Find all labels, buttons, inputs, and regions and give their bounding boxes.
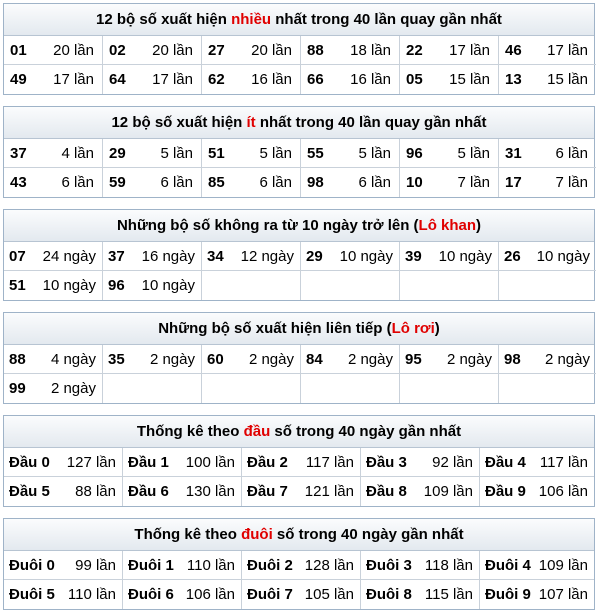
occurrence-count: 109 lần <box>423 483 473 500</box>
occurrence-count: 5 lần <box>358 144 391 162</box>
occurrence-count: 6 lần <box>160 174 193 191</box>
occurrence-count: 117 lần <box>539 453 588 471</box>
grid-cell <box>4 65 103 94</box>
occurrence-count: 105 lần <box>304 586 354 603</box>
lottery-number: 64 <box>109 71 126 88</box>
grid-cell <box>202 139 301 168</box>
title-text: Những bộ số xuất hiện liên tiếp ( <box>158 320 392 337</box>
lottery-number: 26 <box>504 247 521 265</box>
grid-cell <box>4 168 103 197</box>
grid-cell <box>103 271 202 300</box>
lottery-number: 31 <box>505 144 522 162</box>
lottery-number: 88 <box>307 41 324 59</box>
title-highlight: nhiều <box>231 11 272 28</box>
lottery-number: 59 <box>109 174 126 191</box>
tail-label: Đuôi 2 <box>247 556 293 574</box>
grid-cell <box>103 65 202 94</box>
grid-cell <box>301 345 400 374</box>
lottery-number: 10 <box>406 174 423 191</box>
days-count: 10 ngày <box>536 247 590 265</box>
lottery-number: 66 <box>307 71 324 88</box>
occurrence-count: 17 lần <box>152 71 193 88</box>
panel-title <box>4 4 594 36</box>
grid-cell <box>400 168 499 197</box>
empty-cell <box>202 271 301 300</box>
grid-cell <box>103 242 202 271</box>
grid-cell <box>202 242 301 271</box>
grid-cell <box>4 477 123 506</box>
lottery-number: 51 <box>208 144 225 162</box>
stats-grid <box>4 551 594 609</box>
tail-label: Đuôi 4 <box>485 556 531 574</box>
lottery-number: 02 <box>109 41 126 59</box>
head-label: Đầu 6 <box>128 483 169 500</box>
title-highlight: Lô rơi <box>391 320 435 337</box>
empty-cell <box>103 374 202 403</box>
occurrence-count: 18 lần <box>350 41 391 59</box>
tail-label: Đuôi 5 <box>9 586 55 603</box>
grid-cell <box>301 139 400 168</box>
lottery-number: 84 <box>306 350 323 368</box>
title-text: Những bộ số không ra từ 10 ngày trở lên ( <box>116 217 419 234</box>
lottery-number: 29 <box>306 247 323 265</box>
dau-stats-panel <box>3 415 595 507</box>
grid-cell <box>123 580 242 609</box>
grid-cell <box>4 551 123 580</box>
grid-cell <box>400 139 499 168</box>
grid-cell <box>400 65 499 94</box>
days-count: 2 ngày <box>248 350 294 368</box>
occurrence-count: 15 lần <box>547 71 588 88</box>
grid-cell <box>480 580 594 609</box>
lottery-number: 98 <box>307 174 324 191</box>
days-count: 10 ngày <box>42 277 96 294</box>
days-count: 16 ngày <box>141 247 195 265</box>
lottery-number: 37 <box>108 247 125 265</box>
head-label: Đầu 3 <box>366 453 407 471</box>
lottery-number: 35 <box>108 350 125 368</box>
occurrence-count: 6 lần <box>555 144 588 162</box>
days-count: 12 ngày <box>240 247 294 265</box>
days-count: 2 ngày <box>149 350 195 368</box>
title-text: nhất trong 40 lần quay gần nhất <box>271 11 502 28</box>
lottery-number: 60 <box>207 350 224 368</box>
tail-label: Đuôi 9 <box>485 586 531 603</box>
occurrence-count: 6 lần <box>358 174 391 191</box>
title-highlight: Lô khan <box>418 217 477 234</box>
lottery-number: 62 <box>208 71 225 88</box>
grid-cell <box>123 477 242 506</box>
grid-cell <box>480 477 594 506</box>
lottery-number: 85 <box>208 174 225 191</box>
occurrence-count: 20 lần <box>152 41 193 59</box>
title-text: nhất trong 40 lần quay gần nhất <box>255 114 487 131</box>
grid-cell <box>202 65 301 94</box>
lottery-number: 17 <box>505 174 522 191</box>
empty-cell <box>301 374 400 403</box>
occurrence-count: 130 lần <box>185 483 235 500</box>
empty-cell <box>499 374 596 403</box>
lottery-number: 29 <box>109 144 126 162</box>
grid-cell <box>242 551 361 580</box>
duoi-stats-panel <box>3 518 595 610</box>
occurrence-count: 5 lần <box>457 144 490 162</box>
top-frequent-panel <box>3 3 595 95</box>
occurrence-count: 17 lần <box>547 41 588 59</box>
days-count: 4 ngày <box>50 350 96 368</box>
grid-cell <box>4 271 103 300</box>
grid-cell <box>400 242 499 271</box>
occurrence-count: 17 lần <box>449 41 490 59</box>
occurrence-count: 127 lần <box>66 453 116 471</box>
panel-title <box>4 519 594 551</box>
days-count: 2 ngày <box>50 380 96 397</box>
days-count: 10 ngày <box>141 277 195 294</box>
grid-cell <box>202 36 301 65</box>
grid-cell <box>202 168 301 197</box>
days-count: 24 ngày <box>42 247 96 265</box>
lottery-number: 22 <box>406 41 423 59</box>
panel-title <box>4 210 594 242</box>
grid-cell <box>103 168 202 197</box>
lottery-number: 13 <box>505 71 522 88</box>
title-text: Thống kê theo <box>136 423 244 440</box>
stats-grid <box>4 448 594 506</box>
days-count: 2 ngày <box>347 350 393 368</box>
lottery-number: 43 <box>10 174 27 191</box>
occurrence-count: 4 lần <box>61 144 94 162</box>
occurrence-count: 110 lần <box>67 586 116 603</box>
grid-cell <box>480 551 594 580</box>
lottery-number: 88 <box>9 350 26 368</box>
head-label: Đầu 4 <box>485 453 526 471</box>
occurrence-count: 5 lần <box>160 144 193 162</box>
lottery-number: 07 <box>9 247 26 265</box>
grid-cell <box>301 36 400 65</box>
lottery-number: 95 <box>405 350 422 368</box>
head-label: Đầu 7 <box>247 483 288 500</box>
occurrence-count: 17 lần <box>53 71 94 88</box>
lottery-number: 01 <box>10 41 27 59</box>
grid-cell <box>400 36 499 65</box>
grid-cell <box>361 551 480 580</box>
head-label: Đầu 8 <box>366 483 407 500</box>
panel-title <box>4 416 594 448</box>
head-label: Đầu 0 <box>9 453 50 471</box>
grid-cell <box>4 448 123 477</box>
occurrence-count: 92 lần <box>432 453 473 471</box>
grid-cell <box>103 36 202 65</box>
days-count: 10 ngày <box>339 247 393 265</box>
lottery-number: 27 <box>208 41 225 59</box>
occurrence-count: 128 lần <box>304 556 354 574</box>
number-grid <box>4 345 594 403</box>
tail-label: Đuôi 8 <box>366 586 412 603</box>
empty-cell <box>202 374 301 403</box>
occurrence-count: 6 lần <box>61 174 94 191</box>
tail-label: Đuôi 7 <box>247 586 293 603</box>
occurrence-count: 16 lần <box>251 71 292 88</box>
head-label: Đầu 2 <box>247 453 288 471</box>
occurrence-count: 6 lần <box>259 174 292 191</box>
grid-cell <box>301 65 400 94</box>
grid-cell <box>480 448 594 477</box>
occurrence-count: 106 lần <box>538 483 588 500</box>
grid-cell <box>103 345 202 374</box>
occurrence-count: 99 lần <box>75 556 116 574</box>
occurrence-count: 15 lần <box>449 71 490 88</box>
lottery-number: 46 <box>505 41 522 59</box>
occurrence-count: 110 lần <box>186 556 235 574</box>
grid-cell <box>361 448 480 477</box>
head-label: Đầu 5 <box>9 483 50 500</box>
grid-cell <box>400 345 499 374</box>
lottery-number: 96 <box>108 277 125 294</box>
grid-cell <box>4 242 103 271</box>
grid-cell <box>499 139 596 168</box>
head-label: Đầu 9 <box>485 483 526 500</box>
days-count: 2 ngày <box>446 350 492 368</box>
occurrence-count: 107 lần <box>538 586 588 603</box>
grid-cell <box>361 477 480 506</box>
grid-cell <box>4 345 103 374</box>
number-grid <box>4 139 594 197</box>
tail-label: Đuôi 6 <box>128 586 174 603</box>
tail-label: Đuôi 3 <box>366 556 412 574</box>
occurrence-count: 16 lần <box>350 71 391 88</box>
lottery-number: 99 <box>9 380 26 397</box>
grid-cell <box>4 36 103 65</box>
least-frequent-panel <box>3 106 595 198</box>
occurrence-count: 5 lần <box>259 144 292 162</box>
title-text: số trong 40 ngày gần nhất <box>272 526 464 543</box>
grid-cell <box>4 139 103 168</box>
grid-cell <box>4 374 103 403</box>
grid-cell <box>301 168 400 197</box>
title-highlight: ít <box>246 114 256 131</box>
grid-cell <box>499 242 596 271</box>
title-text: 12 bộ số xuất hiện <box>96 11 232 28</box>
grid-cell <box>301 242 400 271</box>
grid-cell <box>499 65 596 94</box>
occurrence-count: 118 lần <box>424 556 473 574</box>
lottery-number: 98 <box>504 350 521 368</box>
lottery-number: 49 <box>10 71 27 88</box>
occurrence-count: 88 lần <box>75 483 116 500</box>
grid-cell <box>4 580 123 609</box>
occurrence-count: 106 lần <box>185 586 235 603</box>
occurrence-count: 7 lần <box>555 174 588 191</box>
grid-cell <box>242 477 361 506</box>
title-text: số trong 40 ngày gần nhất <box>270 423 462 440</box>
lottery-number: 34 <box>207 247 224 265</box>
occurrence-count: 20 lần <box>53 41 94 59</box>
grid-cell <box>499 168 596 197</box>
title-text: 12 bộ số xuất hiện <box>111 114 247 131</box>
occurrence-count: 117 lần <box>305 453 354 471</box>
tail-label: Đuôi 0 <box>9 556 55 574</box>
tail-label: Đuôi 1 <box>128 556 174 574</box>
grid-cell <box>202 345 301 374</box>
grid-cell <box>361 580 480 609</box>
lottery-number: 96 <box>406 144 423 162</box>
days-count: 2 ngày <box>544 350 590 368</box>
lottery-number: 39 <box>405 247 422 265</box>
occurrence-count: 109 lần <box>538 556 588 574</box>
grid-cell <box>242 580 361 609</box>
grid-cell <box>499 36 596 65</box>
title-text: ) <box>476 217 482 234</box>
lottery-number: 05 <box>406 71 423 88</box>
empty-cell <box>301 271 400 300</box>
occurrence-count: 121 lần <box>304 483 354 500</box>
days-count: 10 ngày <box>438 247 492 265</box>
grid-cell <box>242 448 361 477</box>
occurrence-count: 115 lần <box>424 586 473 603</box>
title-text: ) <box>434 320 440 337</box>
lo-khan-panel <box>3 209 595 301</box>
occurrence-count: 20 lần <box>251 41 292 59</box>
lottery-number: 51 <box>9 277 26 294</box>
empty-cell <box>400 374 499 403</box>
occurrence-count: 7 lần <box>457 174 490 191</box>
lottery-number: 55 <box>307 144 324 162</box>
lottery-number: 37 <box>10 144 27 162</box>
grid-cell <box>103 139 202 168</box>
panel-title <box>4 313 594 345</box>
number-grid <box>4 242 594 300</box>
empty-cell <box>499 271 596 300</box>
grid-cell <box>123 551 242 580</box>
number-grid <box>4 36 594 94</box>
grid-cell <box>499 345 596 374</box>
head-label: Đầu 1 <box>128 453 169 471</box>
empty-cell <box>400 271 499 300</box>
occurrence-count: 100 lần <box>185 453 235 471</box>
panel-title <box>4 107 594 139</box>
title-text: Thống kê theo <box>134 526 242 543</box>
grid-cell <box>123 448 242 477</box>
title-highlight: đầu <box>243 423 271 440</box>
lo-roi-panel <box>3 312 595 404</box>
title-highlight: đuôi <box>241 526 273 543</box>
